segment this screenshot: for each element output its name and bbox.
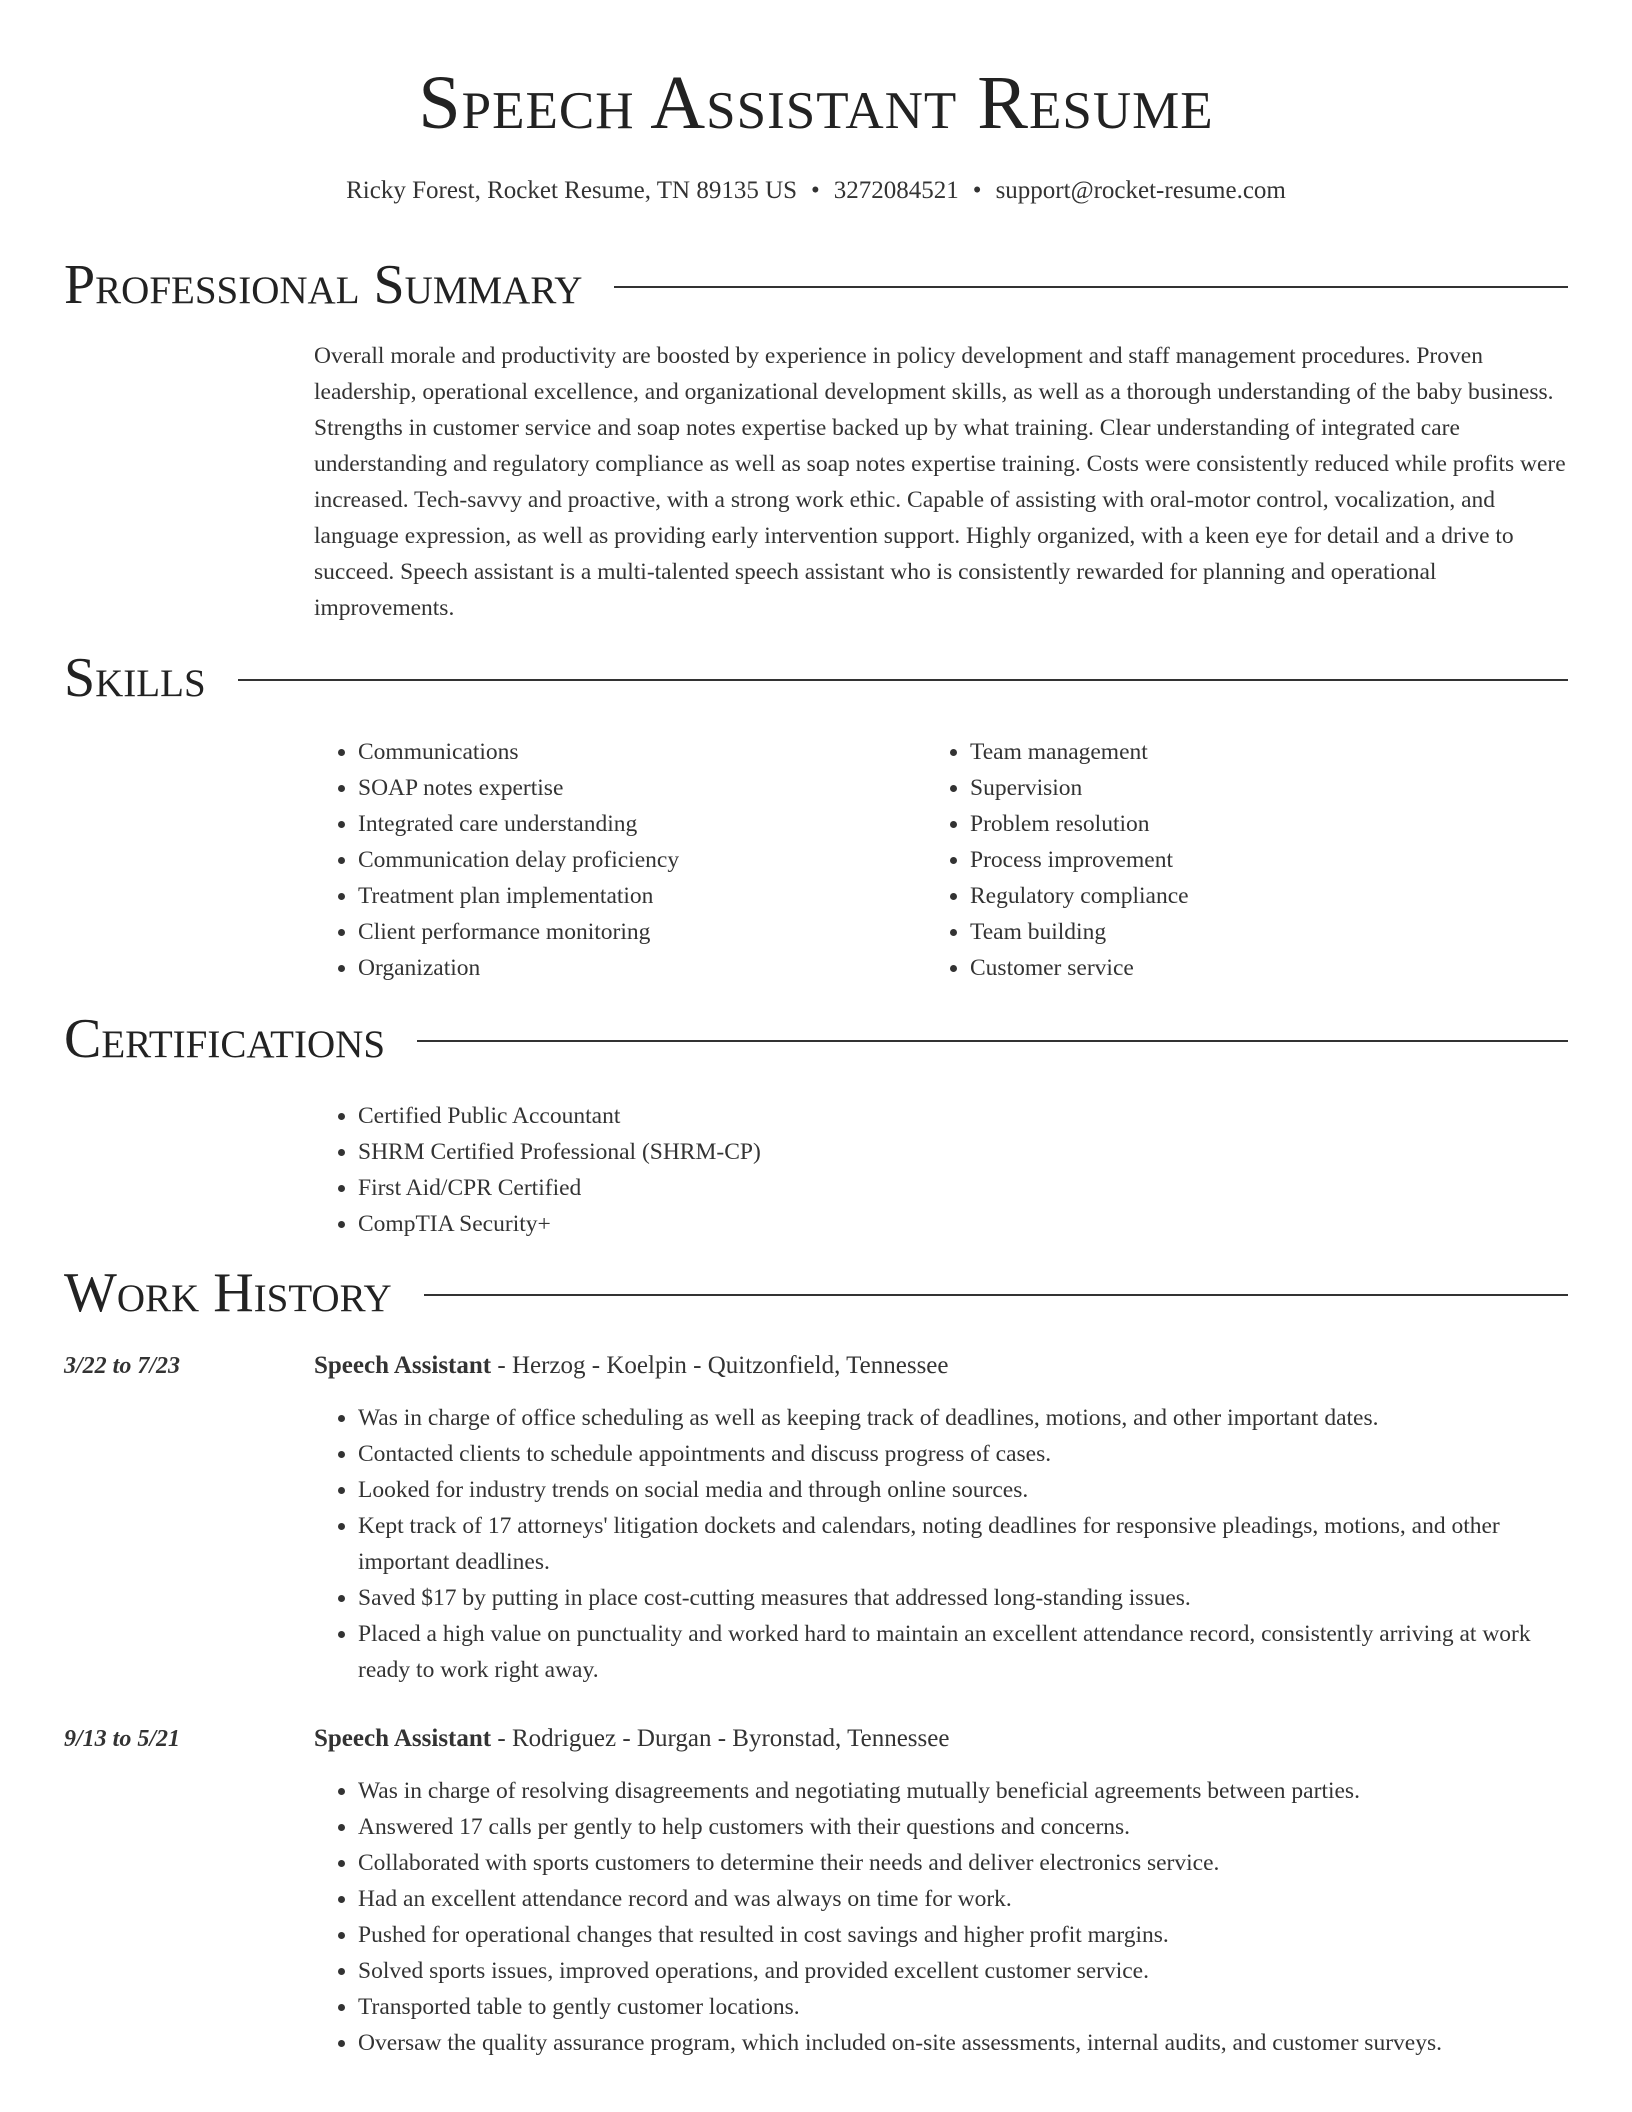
job-duty-item: • Collaborated with sports customers to determine their needs and deliver electronics service. (358, 1845, 1574, 1881)
section-title-skills: Skills (64, 647, 206, 709)
job-duties-list (314, 1400, 1574, 1688)
section-title-work: Work History (64, 1262, 392, 1324)
skill-item: • Client performance monitoring (358, 914, 914, 950)
skill-item: • Problem resolution (970, 806, 1526, 842)
job-duty-item: • Saved $17 by putting in place cost-cutting measures that addressed long-standing issues. (358, 1580, 1574, 1616)
job-details: - Herzog - Koelpin - Quitzonfield, Tennessee (491, 1352, 949, 1379)
skill-item: • Treatment plan implementation (358, 878, 914, 914)
skill-item: • Organization (358, 950, 914, 986)
job-duties-list (314, 1773, 1574, 2061)
certification-item: • SHRM Certified Professional (SHRM-CP) (358, 1134, 1514, 1170)
contact-line (0, 174, 1632, 208)
job-duty-item: • Solved sports issues, improved operations, and provided excellent customer service. (358, 1953, 1574, 1989)
contact-phone: 3272084521 (833, 177, 959, 204)
job-heading (314, 1722, 949, 1756)
job-duty-item: • Had an excellent attendance record and was always on time for work. (358, 1881, 1574, 1917)
job-duties (314, 1773, 1574, 2061)
section-skills-header (64, 643, 1568, 713)
section-title-summary: Professional Summary (64, 254, 583, 316)
section-certifications-header (64, 1004, 1568, 1074)
skills-list-right (926, 734, 1526, 986)
job-duty-item: • Contacted clients to schedule appointments and discuss progress of cases. (358, 1436, 1574, 1472)
job-position: Speech Assistant (314, 1352, 492, 1379)
resume-title: Speech Assistant Resume (418, 61, 1214, 145)
contact-address: Ricky Forest, Rocket Resume, TN 89135 US (346, 177, 798, 204)
job-duty-item: • Placed a high value on punctuality and worked hard to maintain an excellent attendance record, consistently arriving at work ready to work right away. (358, 1616, 1574, 1688)
job-duty-item: • Answered 17 calls per gently to help customers with their questions and concerns. (358, 1809, 1574, 1845)
job-duty-item: • Looked for industry trends on social media and through online sources. (358, 1472, 1574, 1508)
skills-column-right (926, 734, 1526, 986)
skill-item: • Team building (970, 914, 1526, 950)
skill-item: • Communication delay proficiency (358, 842, 914, 878)
certification-item: • CompTIA Security+ (358, 1206, 1514, 1242)
section-divider (238, 679, 1568, 681)
contact-separator: • (811, 177, 820, 204)
certification-item: • Certified Public Accountant (358, 1098, 1514, 1134)
section-work-header (64, 1258, 1568, 1328)
skill-item: • Customer service (970, 950, 1526, 986)
skill-item: • SOAP notes expertise (358, 770, 914, 806)
summary-text: Overall morale and productivity are boosted by experience in policy development and staff management procedures. Proven leadership, operational excellence, and organizational development skills, as well as a thorough understanding of the baby business. Strengths in customer service and soap notes expertise backed up by what training. Clear understanding of integrated care understanding and regulatory compliance as well as soap notes expertise training. Costs were consistently reduced while profits were increased. Tech-savvy and proactive, with a strong work ethic. Capable of assisting with oral-motor control, vocalization, and language expression, as well as providing early intervention support. Highly organized, with a keen eye for detail and a drive to succeed. Speech assistant is a multi-talented speech assistant who is consistently rewarded for planning and operational improvements. (314, 343, 1566, 621)
section-divider (424, 1294, 1568, 1296)
job-details: - Rodriguez - Durgan - Byronstad, Tennessee (491, 1725, 950, 1752)
job-duty-item: • Transported table to gently customer locations. (358, 1989, 1574, 2025)
job-duties (314, 1400, 1574, 1688)
contact-separator: • (972, 177, 982, 204)
job-duty-item: • Oversaw the quality assurance program, which included on-site assessments, internal audits, and customer surveys. (358, 2025, 1574, 2061)
job-duty-item: • Kept track of 17 attorneys' litigation dockets and calendars, noting deadlines for responsive pleadings, motions, and other important deadlines. (358, 1508, 1574, 1580)
certification-item: • First Aid/CPR Certified (358, 1170, 1514, 1206)
job-dates: 9/13 to 5/21 (64, 1726, 181, 1752)
skill-item: • Supervision (970, 770, 1526, 806)
section-title-certifications: Certifications (64, 1008, 386, 1070)
job-heading (314, 1349, 949, 1383)
skill-item: • Team management (970, 734, 1526, 770)
skills-column-left (314, 734, 914, 986)
skill-item: • Communications (358, 734, 914, 770)
skill-item: • Regulatory compliance (970, 878, 1526, 914)
skills-list-left (314, 734, 914, 986)
certifications-list (314, 1098, 1514, 1242)
skill-item: • Integrated care understanding (358, 806, 914, 842)
job-duty-item: • Was in charge of resolving disagreements and negotiating mutually beneficial agreements between parties. (358, 1773, 1574, 1809)
job-duty-item: • Pushed for operational changes that resulted in cost savings and higher profit margins. (358, 1917, 1574, 1953)
job-position: Speech Assistant (314, 1725, 492, 1752)
job-dates: 3/22 to 7/23 (64, 1353, 181, 1379)
contact-email: support@rocket-resume.com (995, 177, 1286, 204)
skill-item: • Process improvement (970, 842, 1526, 878)
job-duty-item: • Was in charge of office scheduling as well as keeping track of deadlines, motions, and other important dates. (358, 1400, 1574, 1436)
section-divider (614, 286, 1568, 288)
certifications-block (314, 1098, 1514, 1242)
section-divider (417, 1040, 1568, 1042)
section-summary-header (64, 250, 1568, 320)
